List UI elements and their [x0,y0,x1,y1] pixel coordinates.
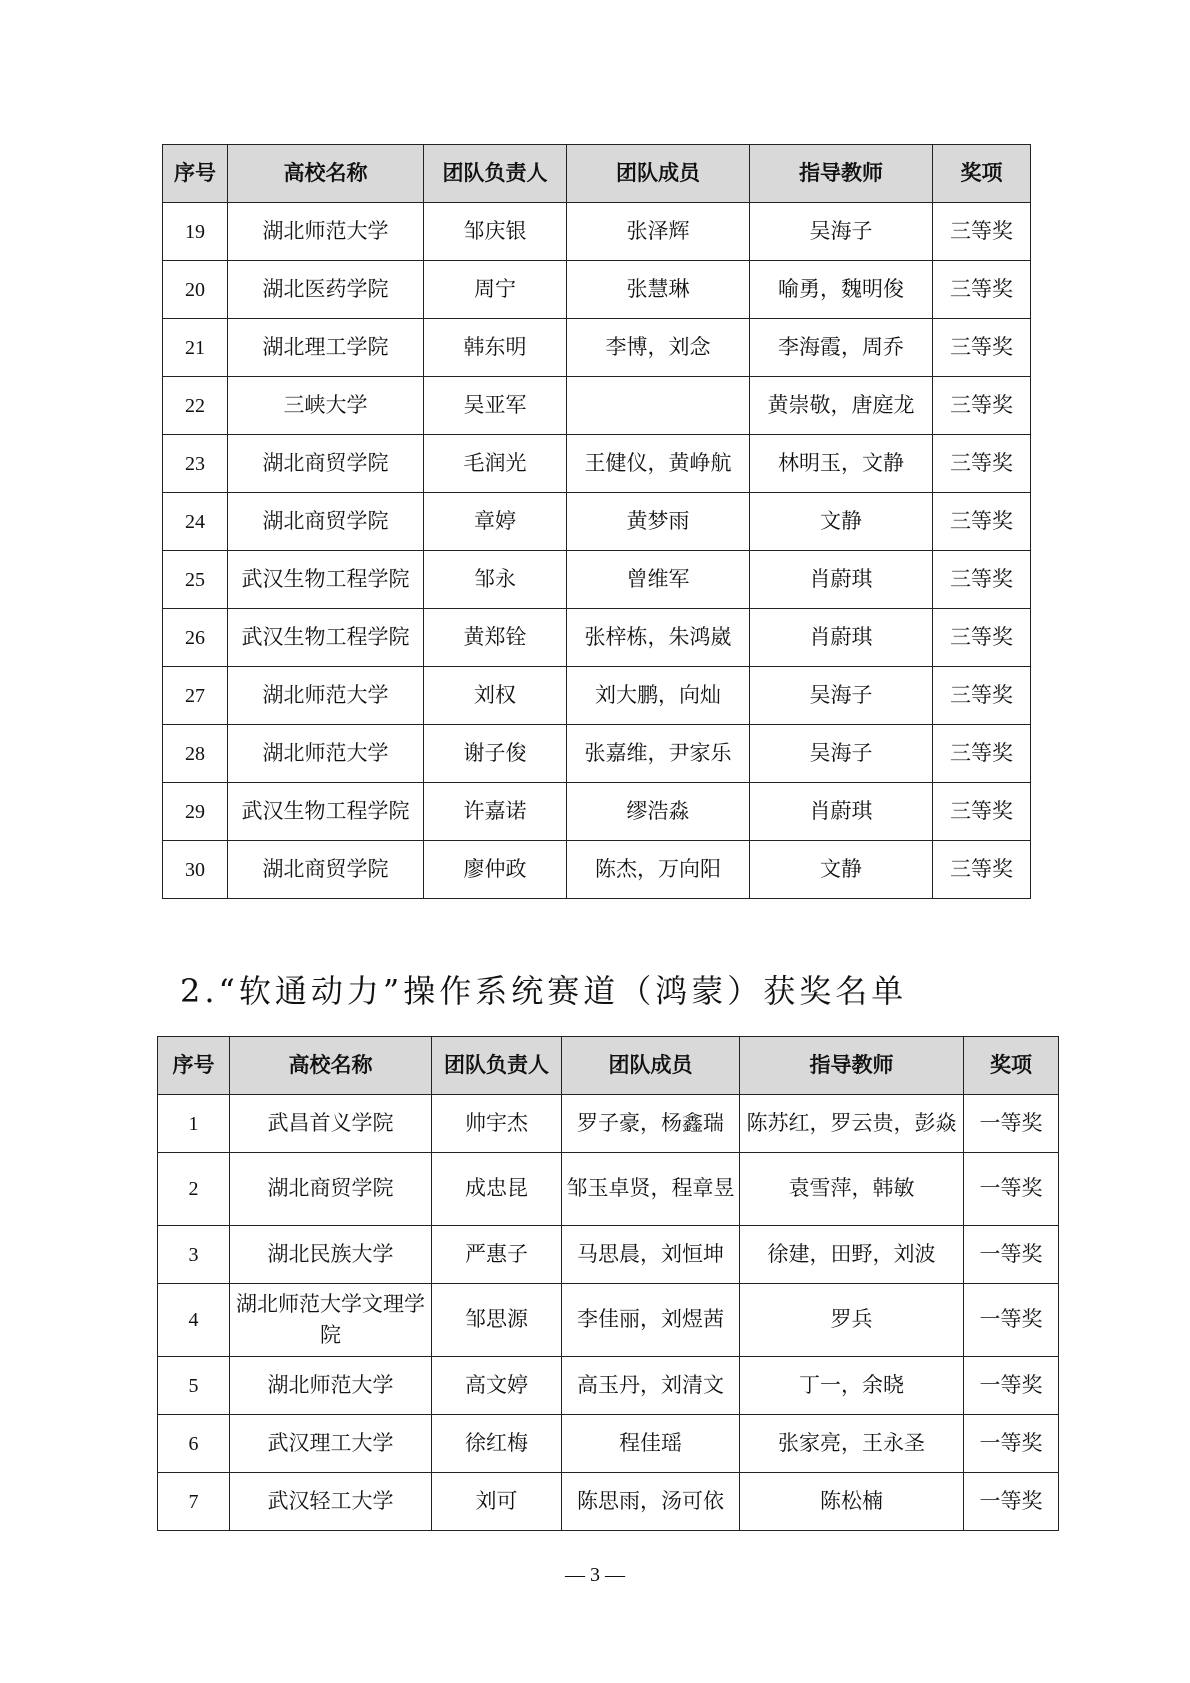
col-header-advisor: 指导教师 [750,145,933,203]
cell-award: 三等奖 [933,377,1031,435]
cell-members: 程佳瑶 [562,1415,740,1473]
cell-award: 三等奖 [933,551,1031,609]
table-row [158,1095,1059,1153]
cell-advisor: 陈苏红，罗云贵，彭焱 [740,1095,964,1153]
cell-award: 一等奖 [964,1095,1059,1153]
cell-advisor: 罗兵 [740,1284,964,1357]
cell-leader: 周宁 [424,261,567,319]
cell-award: 三等奖 [933,319,1031,377]
cell-award: 一等奖 [964,1415,1059,1473]
cell-index: 22 [163,377,228,435]
cell-leader: 成忠昆 [432,1153,562,1226]
cell-award: 三等奖 [933,841,1031,899]
award-table-2 [157,1036,1059,1531]
cell-advisor: 吴海子 [750,203,933,261]
table-row [163,203,1031,261]
cell-advisor: 吴海子 [750,725,933,783]
cell-school: 武昌首义学院 [230,1095,432,1153]
table-row [163,493,1031,551]
cell-members: 张嘉维，尹家乐 [567,725,750,783]
cell-leader: 韩东明 [424,319,567,377]
col-header-members: 团队成员 [562,1037,740,1095]
cell-leader: 邹庆银 [424,203,567,261]
cell-school: 湖北商贸学院 [228,435,424,493]
cell-advisor: 徐建，田野，刘波 [740,1226,964,1284]
cell-school: 湖北民族大学 [230,1226,432,1284]
cell-members: 缪浩淼 [567,783,750,841]
cell-index: 28 [163,725,228,783]
cell-school: 武汉生物工程学院 [228,551,424,609]
cell-leader: 章婷 [424,493,567,551]
table-row [163,609,1031,667]
cell-leader: 廖仲政 [424,841,567,899]
table-row [163,377,1031,435]
cell-award: 一等奖 [964,1473,1059,1531]
cell-members: 罗子豪，杨鑫瑞 [562,1095,740,1153]
cell-advisor: 肖蔚琪 [750,551,933,609]
cell-index: 3 [158,1226,230,1284]
cell-advisor: 陈松楠 [740,1473,964,1531]
cell-leader: 刘可 [432,1473,562,1531]
col-header-school: 高校名称 [230,1037,432,1095]
cell-advisor: 黄崇敬，唐庭龙 [750,377,933,435]
cell-members: 李博，刘念 [567,319,750,377]
cell-award: 三等奖 [933,609,1031,667]
cell-advisor: 喻勇，魏明俊 [750,261,933,319]
cell-award: 三等奖 [933,435,1031,493]
cell-index: 29 [163,783,228,841]
cell-leader: 毛润光 [424,435,567,493]
cell-index: 30 [163,841,228,899]
cell-leader: 严惠子 [432,1226,562,1284]
table-row [158,1284,1059,1357]
cell-index: 6 [158,1415,230,1473]
cell-advisor: 肖蔚琪 [750,609,933,667]
cell-school: 武汉生物工程学院 [228,783,424,841]
cell-school: 湖北师范大学 [228,667,424,725]
cell-index: 25 [163,551,228,609]
cell-index: 19 [163,203,228,261]
cell-school: 湖北医药学院 [228,261,424,319]
cell-award: 三等奖 [933,725,1031,783]
col-header-award: 奖项 [964,1037,1059,1095]
col-header-award: 奖项 [933,145,1031,203]
cell-school: 三峡大学 [228,377,424,435]
cell-school: 武汉理工大学 [230,1415,432,1473]
table-row [163,667,1031,725]
cell-members [567,377,750,435]
cell-index: 20 [163,261,228,319]
table-row [163,551,1031,609]
cell-school: 湖北师范大学 [228,725,424,783]
cell-index: 7 [158,1473,230,1531]
cell-leader: 帅宇杰 [432,1095,562,1153]
cell-award: 一等奖 [964,1284,1059,1357]
cell-index: 23 [163,435,228,493]
cell-school: 湖北师范大学 [228,203,424,261]
cell-school: 武汉轻工大学 [230,1473,432,1531]
cell-school: 武汉生物工程学院 [228,609,424,667]
cell-index: 27 [163,667,228,725]
cell-award: 三等奖 [933,261,1031,319]
cell-advisor: 吴海子 [750,667,933,725]
cell-index: 5 [158,1357,230,1415]
table-row [163,783,1031,841]
cell-school: 湖北商贸学院 [230,1153,432,1226]
col-header-leader: 团队负责人 [424,145,567,203]
cell-index: 2 [158,1153,230,1226]
cell-members: 李佳丽，刘煜茜 [562,1284,740,1357]
cell-leader: 邹思源 [432,1284,562,1357]
table-row [158,1415,1059,1473]
cell-index: 4 [158,1284,230,1357]
table-row [163,435,1031,493]
cell-members: 曾维军 [567,551,750,609]
cell-members: 王健仪，黄峥航 [567,435,750,493]
col-header-school: 高校名称 [228,145,424,203]
cell-leader: 谢子俊 [424,725,567,783]
cell-advisor: 袁雪萍，韩敏 [740,1153,964,1226]
col-header-members: 团队成员 [567,145,750,203]
cell-advisor: 林明玉，文静 [750,435,933,493]
cell-advisor: 张家亮，王永圣 [740,1415,964,1473]
cell-index: 24 [163,493,228,551]
table-header-row [158,1037,1059,1095]
cell-members: 陈思雨，汤可依 [562,1473,740,1531]
table-row [163,261,1031,319]
table-row [158,1153,1059,1226]
col-header-index: 序号 [163,145,228,203]
cell-index: 1 [158,1095,230,1153]
cell-school: 湖北商贸学院 [228,841,424,899]
cell-advisor: 丁一，余晓 [740,1357,964,1415]
cell-leader: 邹永 [424,551,567,609]
cell-members: 刘大鹏，向灿 [567,667,750,725]
cell-school: 湖北商贸学院 [228,493,424,551]
cell-award: 三等奖 [933,783,1031,841]
section-title: 2.“软通动力”操作系统赛道（鸿蒙）获奖名单 [180,972,908,1010]
cell-index: 21 [163,319,228,377]
cell-members: 张泽辉 [567,203,750,261]
cell-members: 陈杰，万向阳 [567,841,750,899]
cell-members: 张梓栋，朱鸿崴 [567,609,750,667]
table-header-row [163,145,1031,203]
table-row [163,725,1031,783]
cell-award: 一等奖 [964,1153,1059,1226]
cell-leader: 刘权 [424,667,567,725]
cell-advisor: 文静 [750,841,933,899]
cell-members: 高玉丹，刘清文 [562,1357,740,1415]
table-row [158,1473,1059,1531]
table-row [163,319,1031,377]
cell-leader: 高文婷 [432,1357,562,1415]
cell-members: 黄梦雨 [567,493,750,551]
col-header-advisor: 指导教师 [740,1037,964,1095]
cell-index: 26 [163,609,228,667]
cell-leader: 徐红梅 [432,1415,562,1473]
cell-members: 邹玉卓贤，程章昱 [562,1153,740,1226]
cell-members: 张慧琳 [567,261,750,319]
col-header-index: 序号 [158,1037,230,1095]
cell-award: 三等奖 [933,493,1031,551]
cell-school: 湖北理工学院 [228,319,424,377]
cell-members: 马思晨，刘恒坤 [562,1226,740,1284]
cell-award: 三等奖 [933,203,1031,261]
cell-award: 一等奖 [964,1226,1059,1284]
cell-advisor: 文静 [750,493,933,551]
award-table-1 [162,144,1031,899]
table-row [163,841,1031,899]
page-number: — 3 — [565,1564,625,1586]
cell-award: 一等奖 [964,1357,1059,1415]
cell-leader: 许嘉诺 [424,783,567,841]
cell-school: 湖北师范大学 [230,1357,432,1415]
table-row [158,1226,1059,1284]
cell-award: 三等奖 [933,667,1031,725]
cell-school: 湖北师范大学文理学院 [230,1284,432,1357]
col-header-leader: 团队负责人 [432,1037,562,1095]
cell-leader: 黄郑铨 [424,609,567,667]
cell-advisor: 李海霞，周乔 [750,319,933,377]
table-row [158,1357,1059,1415]
cell-advisor: 肖蔚琪 [750,783,933,841]
cell-leader: 吴亚军 [424,377,567,435]
